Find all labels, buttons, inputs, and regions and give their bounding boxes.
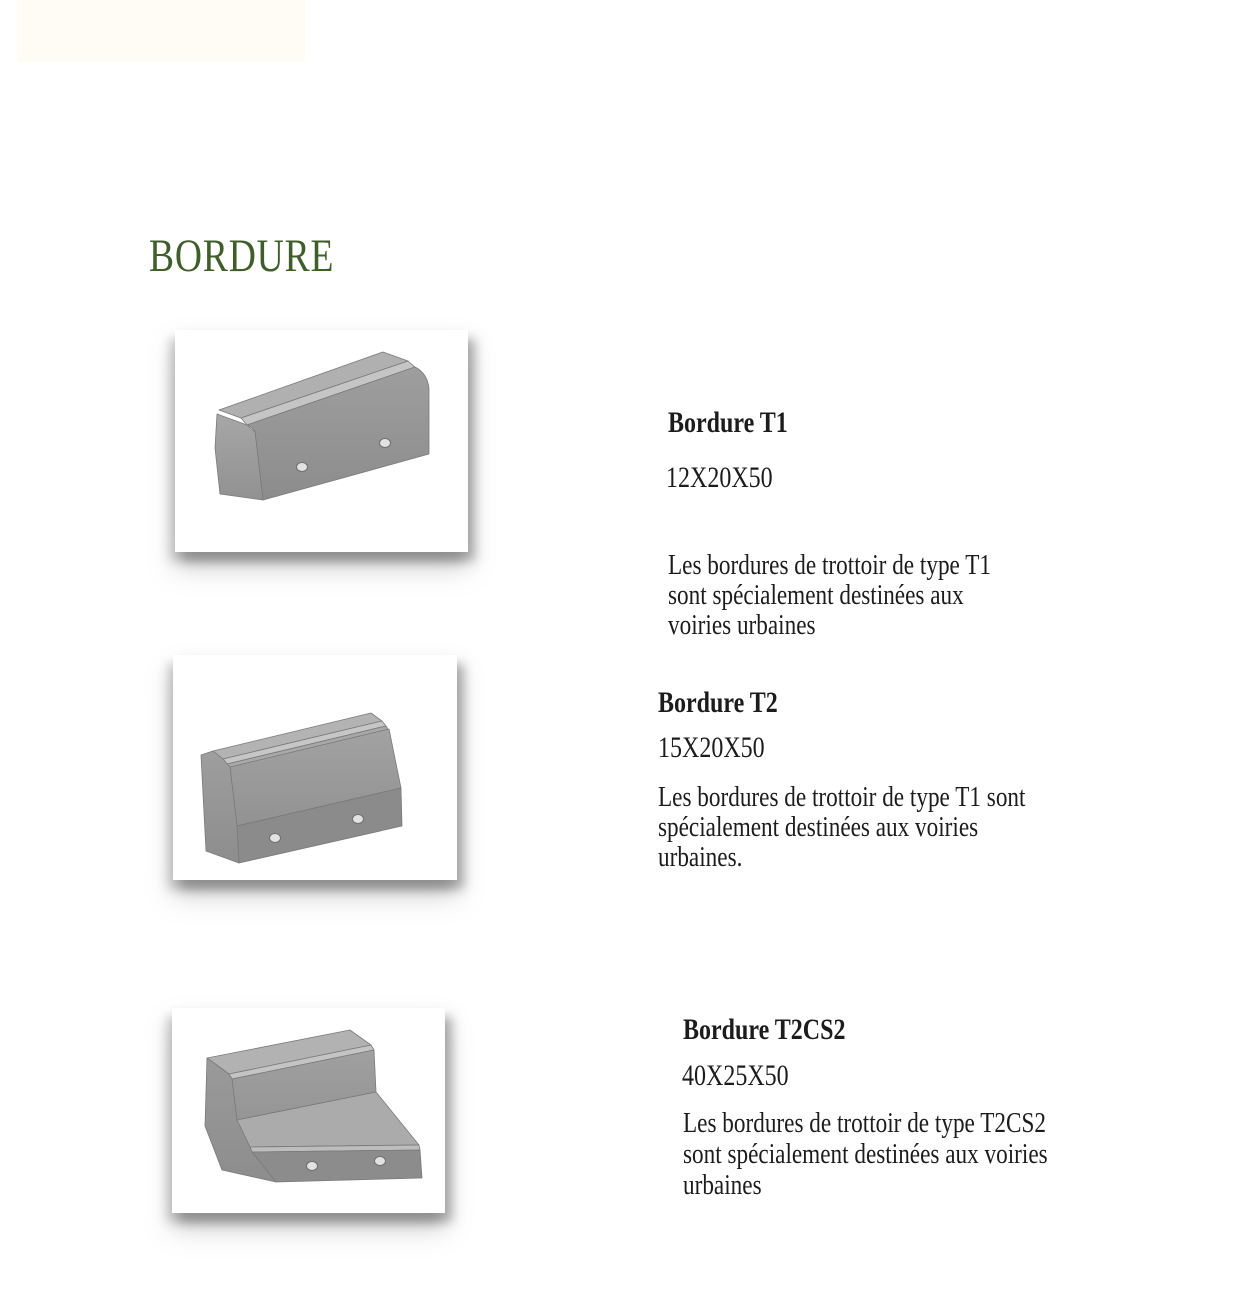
bordure-t2-render-icon (173, 655, 457, 880)
description-line: voiries urbaines (668, 609, 816, 641)
description-line: Les bordures de trottoir de type T2CS2 (683, 1107, 1046, 1139)
product-dimensions: 15X20X50 (658, 731, 765, 764)
description-line: urbaines (683, 1169, 762, 1201)
description-line: sont spécialement destinées aux (668, 579, 964, 611)
product-card-t2cs2 (172, 1008, 445, 1213)
product-description (658, 782, 1025, 872)
description-line: urbaines. (658, 841, 743, 873)
product-dimensions: 40X25X50 (682, 1059, 789, 1092)
bordure-t2cs2-render-icon (172, 1008, 445, 1213)
product-name: Bordure T2 (658, 686, 778, 719)
product-card-t2 (173, 655, 457, 880)
description-line: sont spécialement destinées aux voiries (683, 1138, 1048, 1170)
description-line: Les bordures de trottoir de type T1 sont (658, 781, 1026, 813)
product-description (668, 550, 991, 640)
page-title: BORDURE (149, 230, 335, 282)
product-description (683, 1108, 1048, 1201)
page-top-tint (17, 0, 305, 62)
product-dimensions: 12X20X50 (666, 461, 773, 494)
bordure-t1-render-icon (175, 330, 468, 552)
description-line: spécialement destinées aux voiries (658, 811, 979, 843)
description-line: Les bordures de trottoir de type T1 (668, 549, 991, 581)
product-name: Bordure T1 (668, 406, 788, 439)
product-name: Bordure T2CS2 (683, 1013, 846, 1046)
product-card-t1 (175, 330, 468, 552)
